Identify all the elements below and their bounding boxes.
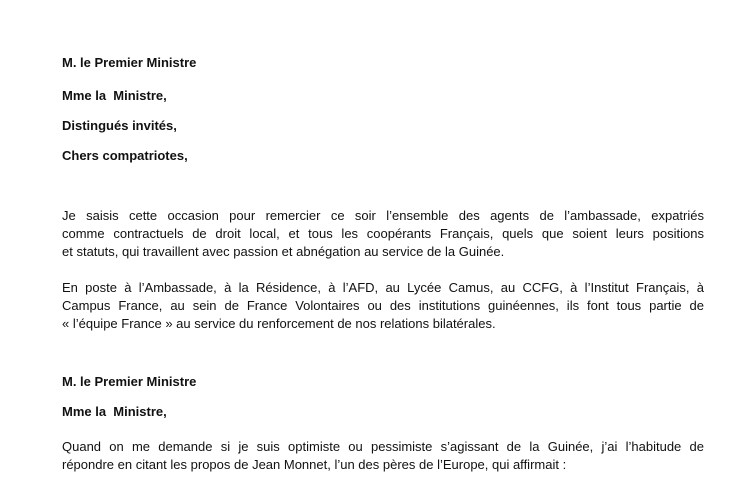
paragraph-line: Quand on me demande si je suis optimiste ou pessimiste s’agissant de la Guinée, j’ai l’habitude de — [62, 439, 704, 454]
salutation-compatriots: Chers compatriotes, — [62, 148, 188, 163]
document-page — [62, 0, 704, 486]
paragraph-optimism — [62, 438, 704, 474]
salutation-prime-minister-2: M. le Premier Ministre — [62, 374, 197, 389]
paragraph-line: et statuts, qui travaillent avec passion et abnégation au service de la Guinée. — [62, 244, 505, 259]
paragraph-team-france — [62, 279, 704, 333]
paragraph-line: En poste à l’Ambassade, à la Résidence, à l’AFD, au Lycée Camus, au CCFG, à l’Institut Français, à — [62, 280, 704, 295]
paragraph-line: comme contractuels de droit local, et tous les coopérants Français, quels que soient leurs positions — [62, 226, 704, 241]
paragraph-thanks — [62, 207, 704, 261]
salutation-prime-minister: M. le Premier Ministre — [62, 55, 197, 70]
salutation-minister: Mme la Ministre, — [62, 88, 167, 103]
paragraph-line: Je saisis cette occasion pour remercier ce soir l’ensemble des agents de l’ambassade, expatriés — [62, 208, 704, 223]
salutation-minister-2: Mme la Ministre, — [62, 404, 167, 419]
cut-off-next-line — [86, 476, 686, 486]
paragraph-line: Campus France, au sein de France Volontaires ou des institutions guinéennes, ils font tous partie de — [62, 298, 704, 313]
paragraph-line: « l’équipe France » au service du renforcement de nos relations bilatérales. — [62, 316, 496, 331]
paragraph-line: répondre en citant les propos de Jean Monnet, l’un des pères de l’Europe, qui affirmait : — [62, 457, 567, 472]
salutation-guests: Distingués invités, — [62, 118, 177, 133]
